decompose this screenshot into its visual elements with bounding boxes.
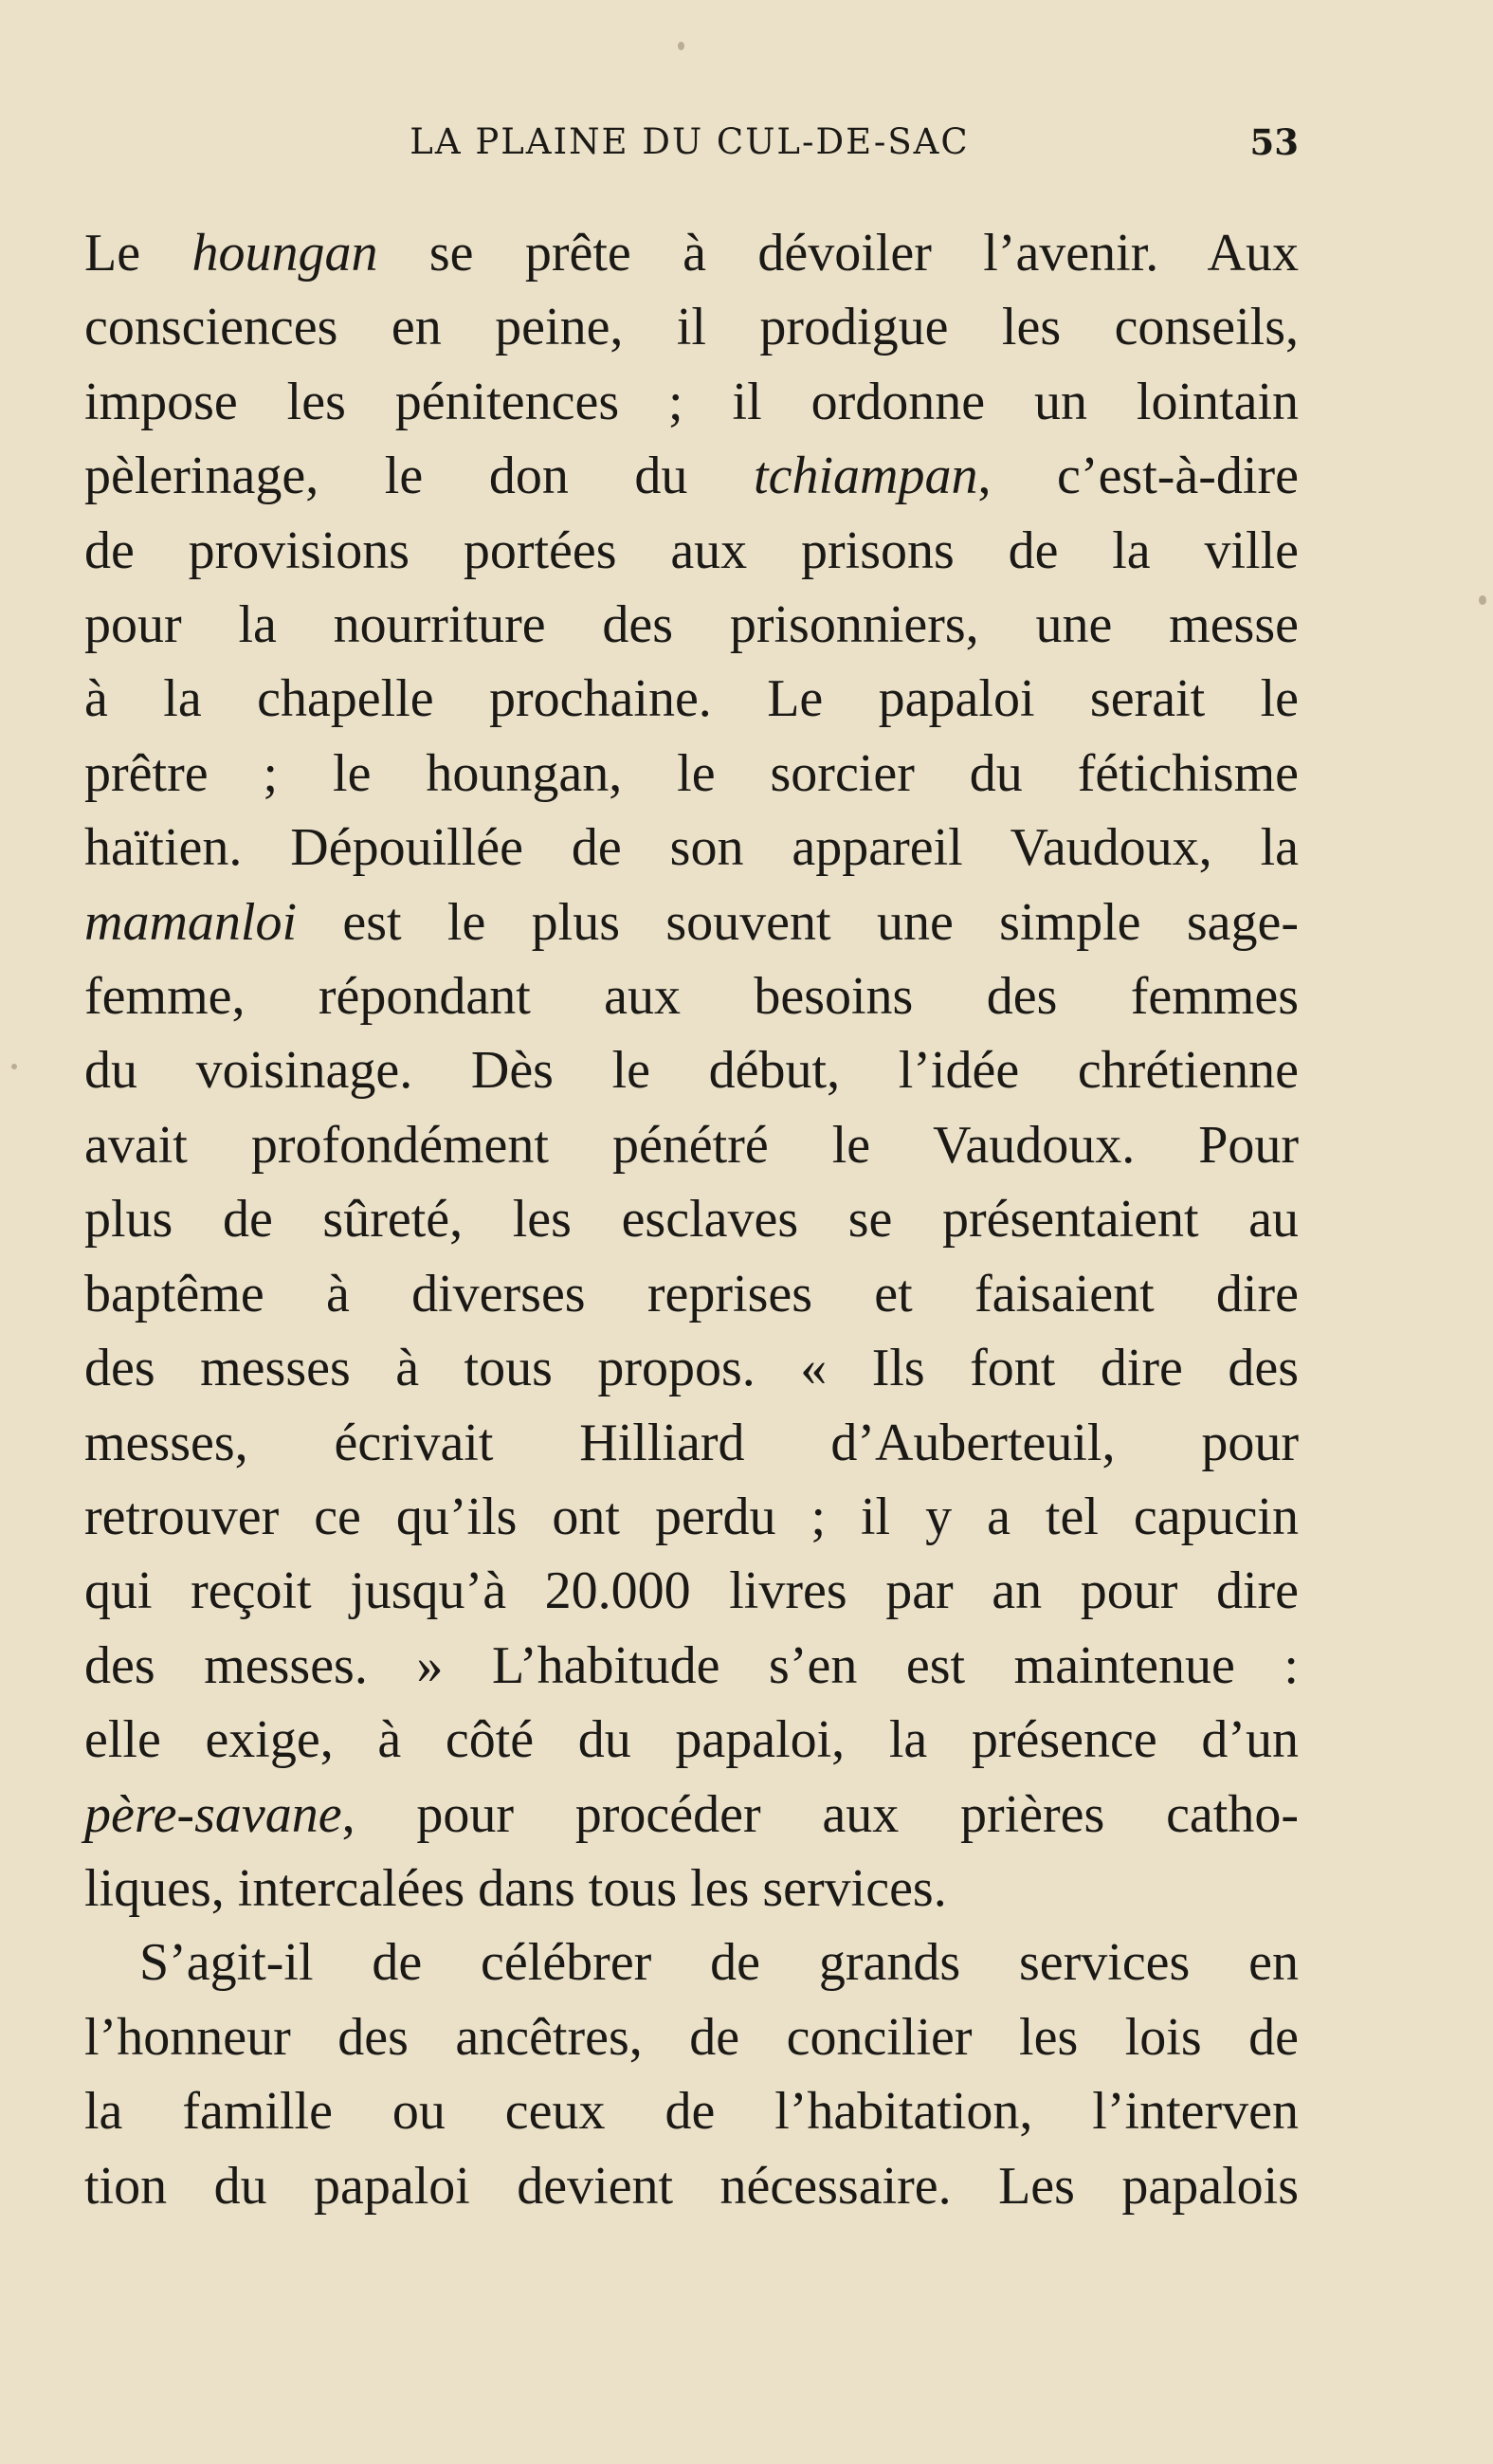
text-line: des messes. » L’habitude s’en est maintenue : [84, 1635, 1299, 1695]
text-line: avait profondément pénétré le Vaudoux. Pour [84, 1115, 1299, 1175]
text-line: père-savane, pour procéder aux prières catho- [84, 1784, 1299, 1844]
text-line: du voisinage. Dès le début, l’idée chrétienne [84, 1041, 1299, 1101]
text-line: qui reçoit jusqu’à 20.000 livres par an pour dire [84, 1561, 1299, 1621]
text-line: femme, répondant aux besoins des femmes [84, 967, 1299, 1027]
text-line: prêtre ; le houngan, le sorcier du fétichisme [84, 743, 1299, 803]
text-line: messes, écrivait Hilliard d’Auberteuil, pour [84, 1413, 1299, 1472]
italic-term: père-savane [84, 1784, 342, 1844]
page-number: 53 [1249, 121, 1299, 163]
text-line: tion du papaloi devient nécessaire. Les papalois [84, 2156, 1299, 2216]
text-line: consciences en peine, il prodigue les conseils, [84, 298, 1299, 357]
text-line: Le houngan se prête à dévoiler l’avenir. Aux [84, 224, 1300, 283]
running-head [81, 121, 1299, 178]
italic-term: mamanloi [84, 892, 297, 952]
text-line: elle exige, à côté du papaloi, la présence d’un [84, 1710, 1299, 1770]
text-line: plus de sûreté, les esclaves se présentaient au [84, 1190, 1299, 1250]
italic-term: houngan [191, 224, 378, 283]
text-line: S’agit-il de célébrer de grands services en [139, 1933, 1299, 1993]
speck-right [1479, 595, 1486, 605]
body-text [84, 216, 1299, 2223]
text-line: pour la nourriture des prisonniers, une messe [84, 595, 1299, 655]
text-line: impose les pénitences ; il ordonne un lointain [84, 372, 1299, 431]
text-line: de provisions portées aux prisons de la ville [84, 520, 1299, 580]
speck-top [678, 42, 684, 50]
text-line: retrouver ce qu’ils ont perdu ; il y a tel capucin [84, 1487, 1299, 1546]
text-line: pèlerinage, le don du tchiampan, c’est-à-dire [84, 447, 1299, 506]
text-line: des messes à tous propos. « Ils font dire des [84, 1339, 1299, 1398]
text-line: l’honneur des ancêtres, de concilier les lois de [84, 2007, 1299, 2067]
text-line: baptême à diverses reprises et faisaient dire [84, 1264, 1299, 1323]
speck-left [11, 1064, 17, 1069]
text-line: liques, intercalées dans tous les services. [84, 1858, 947, 1918]
text-line: la famille ou ceux de l’habitation, l’interven [84, 2082, 1299, 2142]
text-line: à la chapelle prochaine. Le papaloi serait le [84, 669, 1299, 729]
text-line: mamanloi est le plus souvent une simple sage- [84, 892, 1299, 952]
italic-term: tchiampan [754, 447, 978, 506]
text-line: haïtien. Dépouillée de son appareil Vaudoux, la [84, 818, 1299, 878]
running-title: LA PLAINE DU CUL-DE-SAC [410, 121, 970, 162]
